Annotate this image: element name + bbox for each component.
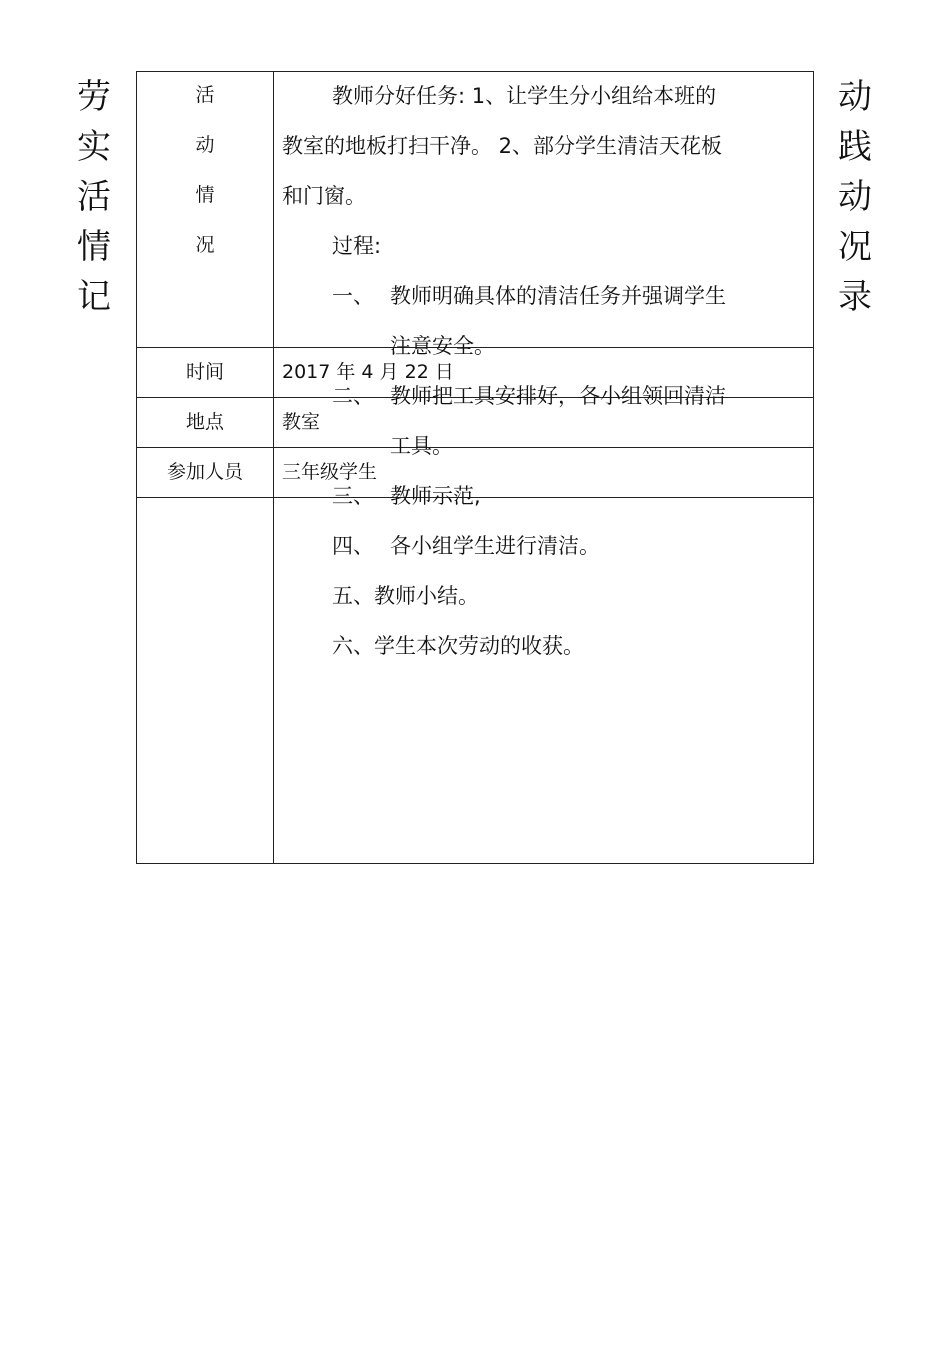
activity-label xyxy=(137,72,273,272)
step-item xyxy=(282,272,802,322)
step-number: 二、 xyxy=(332,384,374,408)
title-char: 活 xyxy=(77,177,111,217)
title-char: 录 xyxy=(838,277,872,317)
step-text: 教师示范, xyxy=(390,484,481,508)
label-char: 动 xyxy=(195,134,215,156)
participants-label: 参加人员 xyxy=(166,461,243,483)
label-char: 况 xyxy=(195,234,215,256)
side-title-left xyxy=(72,72,116,322)
title-char: 情 xyxy=(77,227,111,267)
time-label: 时间 xyxy=(185,361,224,383)
place-value: 教室 xyxy=(282,411,321,433)
step-item xyxy=(282,472,802,522)
step-number: 三、 xyxy=(332,484,374,508)
table-border-right xyxy=(813,71,814,864)
label-char: 情 xyxy=(195,184,215,206)
step-number: 四、 xyxy=(332,534,374,558)
title-char: 动 xyxy=(838,177,872,217)
step-item xyxy=(282,522,802,572)
title-char: 践 xyxy=(838,127,872,167)
step-item: 六、学生本次劳动的收获。 xyxy=(332,634,584,658)
process-label: 过程: xyxy=(332,234,382,258)
step-continuation: 工具。 xyxy=(390,434,453,458)
participants-value: 三年级学生 xyxy=(282,461,378,483)
step-number: 一、 xyxy=(332,284,374,308)
place-label: 地点 xyxy=(185,411,224,433)
step-text: 教师明确具体的清洁任务并强调学生 xyxy=(390,284,726,308)
task-line: 教师分好任务: 1、让学生分小组给本班的 xyxy=(332,84,717,108)
title-char: 记 xyxy=(77,277,111,317)
title-char: 动 xyxy=(838,77,872,117)
table-border-bottom xyxy=(136,863,814,864)
label-char: 活 xyxy=(195,84,215,106)
step-continuation: 注意安全。 xyxy=(390,334,495,358)
side-title-right xyxy=(833,72,877,322)
activity-content xyxy=(282,72,802,672)
step-item: 五、教师小结。 xyxy=(332,584,479,608)
table-column-divider xyxy=(273,71,274,864)
task-line: 教室的地板打扫干净。 2、部分学生清洁天花板 xyxy=(282,134,723,158)
task-line: 和门窗。 xyxy=(282,184,366,208)
step-item xyxy=(282,372,802,422)
title-char: 实 xyxy=(77,127,111,167)
title-char: 劳 xyxy=(77,77,111,117)
title-char: 况 xyxy=(838,227,872,267)
step-text: 教师把工具安排好，各小组领回清洁 xyxy=(390,384,726,408)
step-text: 各小组学生进行清洁。 xyxy=(390,534,600,558)
time-value: 2017 年 4 月 22 日 xyxy=(282,361,454,383)
